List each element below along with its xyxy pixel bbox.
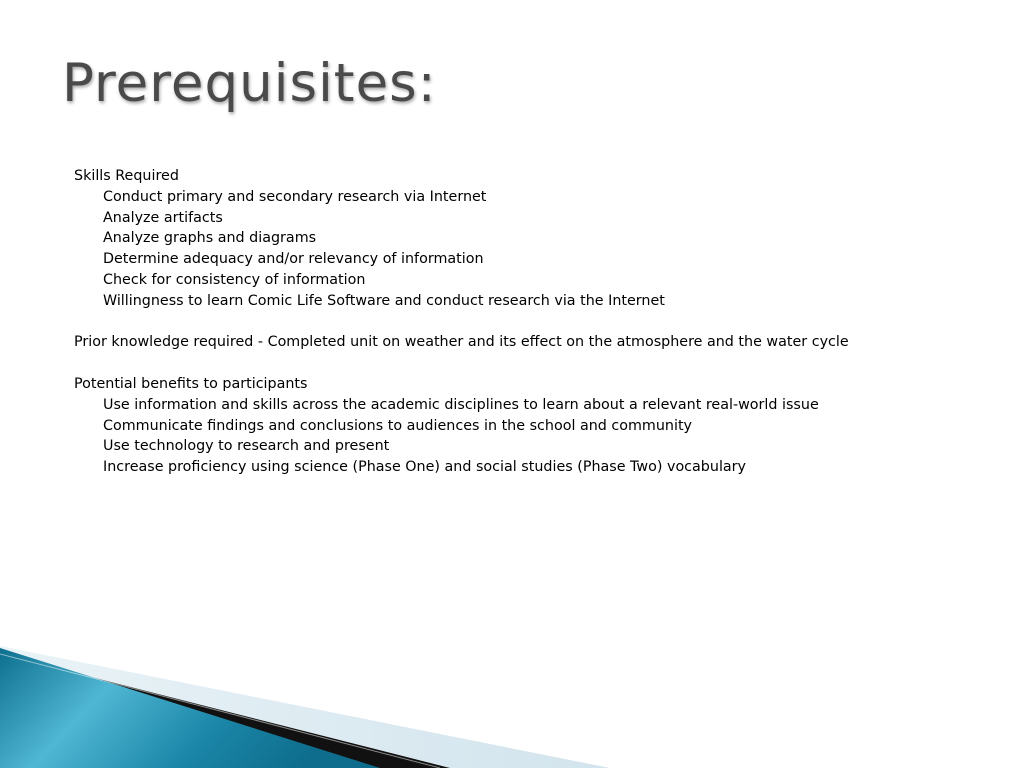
- skills-heading: Skills Required: [74, 168, 179, 184]
- skills-item: Willingness to learn Comic Life Software and conduct research via the Internet: [103, 292, 665, 309]
- decorative-swoosh-graphic: [0, 640, 1024, 768]
- benefits-item: Use technology to research and present: [103, 438, 390, 455]
- skills-item: Analyze graphs and diagrams: [103, 230, 317, 247]
- slide-body: [74, 166, 974, 478]
- benefits-heading: Potential benefits to participants: [74, 375, 308, 392]
- skills-item: Check for consistency of information: [103, 271, 366, 288]
- spacer: [74, 312, 974, 333]
- skills-item: Determine adequacy and/or relevancy of information: [103, 251, 484, 268]
- benefits-item: Use information and skills across the academic disciplines to learn about a relevant real-world issue: [103, 396, 819, 413]
- slide-title: Prerequisites:: [62, 53, 437, 114]
- skills-item: Analyze artifacts: [103, 209, 223, 226]
- benefits-item: Communicate findings and conclusions to audiences in the school and community: [103, 417, 693, 434]
- prior-knowledge-text: Prior knowledge required - Completed unit on weather and its effect on the atmosphere and the water cycle: [74, 334, 849, 351]
- spacer: [74, 353, 974, 374]
- teal-wedge-shape: [0, 648, 380, 768]
- benefits-item: Increase proficiency using science (Phase One) and social studies (Phase Two) vocabulary: [103, 459, 747, 476]
- skills-item: Conduct primary and secondary research via Internet: [103, 188, 487, 205]
